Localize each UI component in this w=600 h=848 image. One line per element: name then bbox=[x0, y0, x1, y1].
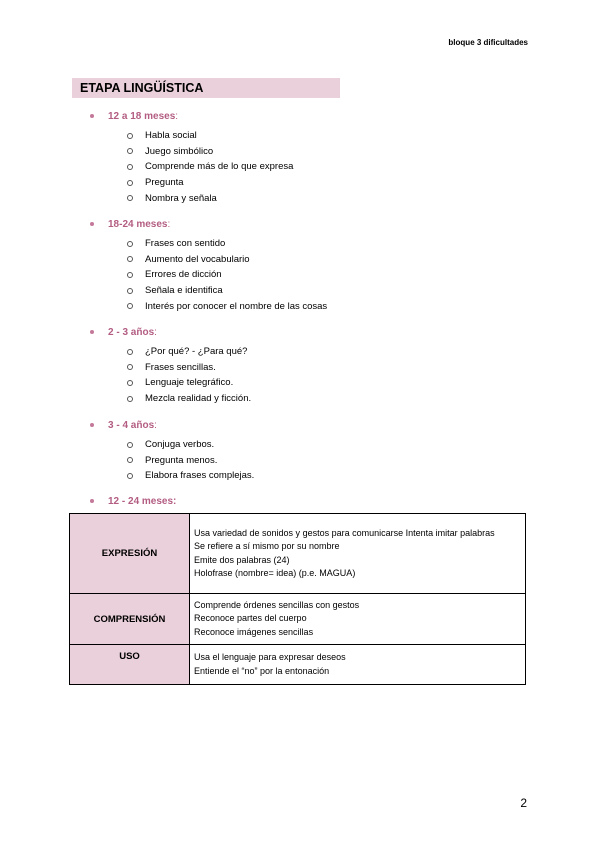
list-item-text: Elabora frases complejas. bbox=[145, 470, 255, 482]
stage-heading bbox=[90, 324, 530, 340]
table-row-comprension bbox=[70, 594, 526, 645]
bullet-dot-icon bbox=[90, 330, 94, 334]
list-item bbox=[90, 190, 530, 206]
circle-bullet-icon bbox=[127, 442, 133, 448]
stage-heading bbox=[90, 108, 530, 124]
circle-bullet-icon bbox=[127, 133, 133, 139]
list-item-text: Juego simbólico bbox=[145, 145, 214, 157]
content-line: Reconoce partes del cuerpo bbox=[194, 613, 307, 624]
content-line: Se refiere a sí mismo por su nombre bbox=[194, 541, 340, 551]
list-item-text: Lenguaje telegráfico. bbox=[145, 377, 234, 389]
page-number: 2 bbox=[520, 796, 527, 810]
row-content bbox=[190, 514, 526, 594]
stage-heading-bold: 18-24 meses bbox=[108, 218, 168, 230]
row-content bbox=[190, 594, 526, 645]
circle-bullet-icon bbox=[127, 396, 133, 402]
stage-item-list bbox=[90, 236, 530, 314]
list-item-text: Mezcla realidad y ficción. bbox=[145, 393, 252, 405]
stage-12-24-meses bbox=[90, 493, 530, 509]
list-item-text: Frases sencillas. bbox=[145, 361, 216, 373]
row-content bbox=[190, 645, 526, 685]
stage-18-24-meses bbox=[90, 216, 530, 314]
stage-3-4-anos bbox=[90, 417, 530, 484]
list-item-text: Pregunta menos. bbox=[145, 454, 218, 466]
circle-bullet-icon bbox=[127, 241, 133, 247]
row-label: USO bbox=[70, 645, 190, 685]
list-item-text: Interés por conocer el nombre de las cosas bbox=[145, 300, 328, 312]
stage-2-3-anos bbox=[90, 324, 530, 406]
list-item-text: Habla social bbox=[145, 130, 197, 142]
language-development-table bbox=[69, 513, 526, 685]
circle-bullet-icon bbox=[127, 380, 133, 386]
stage-heading bbox=[90, 216, 530, 232]
list-item-text: Señala e identifica bbox=[145, 285, 223, 297]
content-line: Holofrase (nombre= idea) (p.e. MAGUA) bbox=[194, 568, 356, 578]
circle-bullet-icon bbox=[127, 473, 133, 479]
circle-bullet-icon bbox=[127, 272, 133, 278]
stage-heading-suffix: : bbox=[175, 110, 179, 122]
list-item-text: Comprende más de lo que expresa bbox=[145, 161, 294, 173]
bullet-dot-icon bbox=[90, 499, 94, 503]
list-item bbox=[90, 375, 530, 391]
stage-heading-bold: 2 - 3 años bbox=[108, 326, 155, 338]
list-item bbox=[90, 159, 530, 175]
list-item bbox=[90, 360, 530, 376]
stage-heading-suffix: : bbox=[167, 218, 171, 230]
list-item-text: ¿Por qué? - ¿Para qué? bbox=[145, 346, 248, 358]
content-line: Usa el lenguaje para expresar deseos bbox=[194, 652, 346, 662]
header-note: bloque 3 dificultades bbox=[448, 38, 528, 47]
stage-item-list bbox=[90, 344, 530, 406]
list-item bbox=[90, 437, 530, 453]
bullet-dot-icon bbox=[90, 423, 94, 427]
list-item bbox=[90, 128, 530, 144]
stage-heading-suffix: : bbox=[154, 326, 157, 338]
list-item-text: Frases con sentido bbox=[145, 238, 226, 250]
list-item bbox=[90, 236, 530, 252]
circle-bullet-icon bbox=[127, 349, 133, 355]
circle-bullet-icon bbox=[127, 180, 133, 186]
row-label: COMPRENSIÓN bbox=[70, 594, 190, 645]
list-item bbox=[90, 283, 530, 299]
stage-item-list bbox=[90, 437, 530, 484]
circle-bullet-icon bbox=[127, 256, 133, 262]
bullet-dot-icon bbox=[90, 222, 94, 226]
list-item bbox=[90, 298, 530, 314]
circle-bullet-icon bbox=[127, 148, 133, 154]
content-line: Emite dos palabras (24) bbox=[194, 554, 290, 565]
circle-bullet-icon bbox=[127, 288, 133, 294]
stage-item-list bbox=[90, 128, 530, 206]
bullet-dot-icon bbox=[90, 114, 94, 118]
circle-bullet-icon bbox=[127, 303, 133, 309]
stage-heading-bold: 12 a 18 meses bbox=[108, 110, 176, 122]
content-line: Comprende órdenes sencillas con gestos bbox=[194, 599, 360, 610]
list-item bbox=[90, 267, 530, 283]
list-item bbox=[90, 391, 530, 407]
list-item bbox=[90, 344, 530, 360]
stage-heading-bold: 3 - 4 años bbox=[108, 419, 155, 431]
stage-heading bbox=[90, 493, 530, 509]
stage-heading-bold: 12 - 24 meses: bbox=[108, 495, 177, 507]
list-item bbox=[90, 468, 530, 484]
table-row-expresion bbox=[70, 514, 526, 594]
list-item-text: Pregunta bbox=[145, 177, 184, 189]
list-item bbox=[90, 144, 530, 160]
list-item-text: Aumento del vocabulario bbox=[145, 253, 250, 265]
circle-bullet-icon bbox=[127, 457, 133, 463]
stage-12-18-meses bbox=[90, 108, 530, 206]
list-item-text: Errores de dicción bbox=[145, 269, 222, 281]
stage-heading bbox=[90, 417, 530, 433]
circle-bullet-icon bbox=[127, 195, 133, 201]
list-item-text: Conjuga verbos. bbox=[145, 439, 215, 451]
list-item bbox=[90, 175, 530, 191]
content-line: Entiende el “no” por la entonación bbox=[194, 665, 330, 676]
row-label: EXPRESIÓN bbox=[70, 514, 190, 594]
content-line: Reconoce imágenes sencillas bbox=[194, 626, 314, 637]
circle-bullet-icon bbox=[127, 164, 133, 170]
stage-heading-suffix: : bbox=[154, 419, 157, 431]
table-row-uso bbox=[70, 645, 526, 685]
list-item bbox=[90, 453, 530, 469]
section-title: ETAPA LINGÜÍSTICA bbox=[72, 78, 340, 98]
list-item-text: Nombra y señala bbox=[145, 192, 217, 204]
circle-bullet-icon bbox=[127, 364, 133, 370]
content-line: Usa variedad de sonidos y gestos para comunicarse Intenta imitar palabras bbox=[194, 527, 495, 538]
list-item bbox=[90, 252, 530, 268]
